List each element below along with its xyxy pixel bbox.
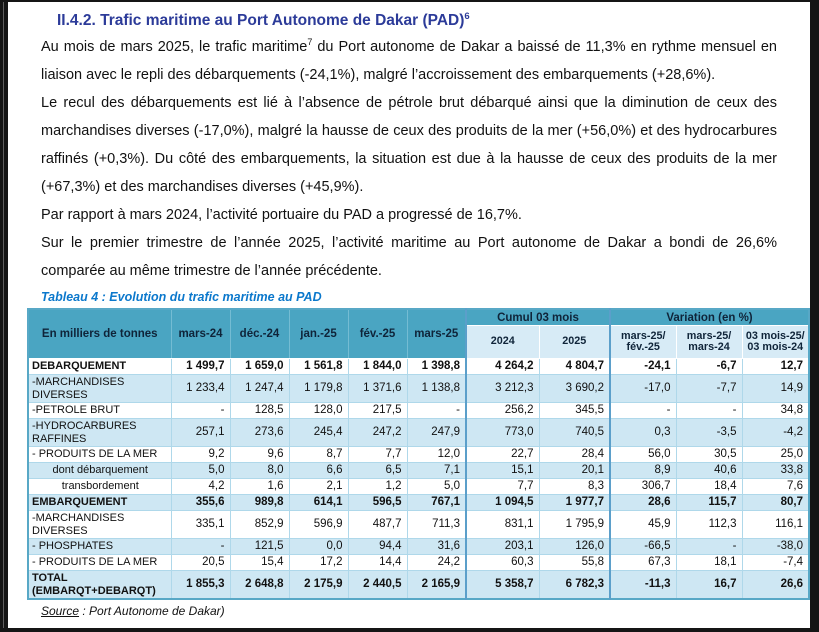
table-cell: 40,6 xyxy=(676,463,742,479)
table-cell: 8,3 xyxy=(539,479,610,495)
table-cell: 1,6 xyxy=(230,479,289,495)
header-variation-col-1: mars-25/ mars-24 xyxy=(676,326,742,359)
paragraph-1-lead: Au mois de mars 2025, le trafic maritime xyxy=(41,39,308,56)
source-note xyxy=(41,604,777,618)
header-variation-col-0: mars-25/ fév.-25 xyxy=(610,326,676,359)
table-cell: 5,0 xyxy=(171,463,230,479)
paragraph-1 xyxy=(41,33,777,89)
table-cell: 2,1 xyxy=(289,479,348,495)
table-cell: 1 398,8 xyxy=(407,359,466,375)
table-cell: 18,4 xyxy=(676,479,742,495)
paragraph-3: Par rapport à mars 2024, l’activité portuaire du PAD a progressé de 16,7%. xyxy=(41,207,522,224)
header-cumul-year-0: 2024 xyxy=(466,326,539,359)
table-cell: 24,2 xyxy=(407,555,466,571)
table-cell: 4,2 xyxy=(171,479,230,495)
table-row xyxy=(28,375,809,403)
table-cell: -24,1 xyxy=(610,359,676,375)
table-cell: -7,4 xyxy=(742,555,809,571)
table-cell: 1 094,5 xyxy=(466,495,539,511)
table-cell: 7,6 xyxy=(742,479,809,495)
table-cell: 273,6 xyxy=(230,419,289,447)
header-variation-group: Variation (en %) xyxy=(610,309,809,326)
table-cell: 60,3 xyxy=(466,555,539,571)
table-cell: 128,5 xyxy=(230,403,289,419)
source-label: Source xyxy=(41,604,80,619)
table-cell: 30,5 xyxy=(676,447,742,463)
table-cell: 596,5 xyxy=(348,495,407,511)
table-cell: -38,0 xyxy=(742,539,809,555)
table-cell: 56,0 xyxy=(610,447,676,463)
maritime-traffic-table xyxy=(27,308,810,600)
table-cell: 94,4 xyxy=(348,539,407,555)
row-label: - PRODUITS DE LA MER xyxy=(28,555,171,571)
table-cell: - xyxy=(407,403,466,419)
table-cell: 31,6 xyxy=(407,539,466,555)
table-cell: 18,1 xyxy=(676,555,742,571)
row-label: -MARCHANDISES DIVERSES xyxy=(28,511,171,539)
table-cell: 33,8 xyxy=(742,463,809,479)
table-cell: 55,8 xyxy=(539,555,610,571)
table-row xyxy=(28,463,809,479)
table-cell: 6 782,3 xyxy=(539,571,610,600)
table-row xyxy=(28,359,809,375)
table-cell: - xyxy=(171,539,230,555)
table-cell: 1,2 xyxy=(348,479,407,495)
table-cell: 1 561,8 xyxy=(289,359,348,375)
table-cell: 247,9 xyxy=(407,419,466,447)
table-row xyxy=(28,555,809,571)
table-cell: 217,5 xyxy=(348,403,407,419)
table-cell: 12,0 xyxy=(407,447,466,463)
row-label: transbordement xyxy=(28,479,171,495)
table-cell: 28,6 xyxy=(610,495,676,511)
row-label: dont débarquement xyxy=(28,463,171,479)
page-edge-left xyxy=(0,0,8,632)
table-cell: 112,3 xyxy=(676,511,742,539)
table-cell: 115,7 xyxy=(676,495,742,511)
table-cell: 1 659,0 xyxy=(230,359,289,375)
table-cell: 15,4 xyxy=(230,555,289,571)
table-cell: 9,6 xyxy=(230,447,289,463)
table-cell: 14,9 xyxy=(742,375,809,403)
header-cumul-group: Cumul 03 mois xyxy=(466,309,610,326)
table-cell: 1 138,8 xyxy=(407,375,466,403)
table-cell: 0,3 xyxy=(610,419,676,447)
table-row xyxy=(28,419,809,447)
section-title xyxy=(57,11,777,30)
table-row xyxy=(28,447,809,463)
row-label: -PETROLE BRUT xyxy=(28,403,171,419)
table-row xyxy=(28,403,809,419)
table-row xyxy=(28,495,809,511)
table-cell: 355,6 xyxy=(171,495,230,511)
header-month-4: mars-25 xyxy=(407,309,466,359)
table-cell: 6,5 xyxy=(348,463,407,479)
table-cell: 80,7 xyxy=(742,495,809,511)
table-cell: 1 179,8 xyxy=(289,375,348,403)
paragraph-1-rest: du Port autonome de Dakar a baissé de 11,3% en rythme mensuel en liaison avec le repli des débarquements (-24,1%), malgré l’accroissement des embarquements (+28,6%). xyxy=(41,39,777,84)
table-cell: 26,6 xyxy=(742,571,809,600)
source-text: : Port Autonome de Dakar) xyxy=(79,604,225,619)
table-cell: 2 440,5 xyxy=(348,571,407,600)
header-month-0: mars-24 xyxy=(171,309,230,359)
table-cell: -66,5 xyxy=(610,539,676,555)
table-cell: 852,9 xyxy=(230,511,289,539)
page-edge-right xyxy=(810,0,819,632)
table-cell: 596,9 xyxy=(289,511,348,539)
paragraph-2: Le recul des débarquements est lié à l’absence de pétrole brut débarqué ainsi que la diminution de ceux des marchandises diverses (-17,0%), malgré la hausse de ceux des produits de la mer (+56,0%) et des hydrocarbures raffinés (+0,3%). Du côté des embarquements, la situation est due à la hausse de ceux des produits de la mer (+67,3%) et des marchandises diverses (+45,9%). xyxy=(41,95,777,196)
table-cell: 128,0 xyxy=(289,403,348,419)
table-cell: 17,2 xyxy=(289,555,348,571)
table-cell: 5,0 xyxy=(407,479,466,495)
header-unit-label: En milliers de tonnes xyxy=(28,309,171,359)
table-cell: 1 855,3 xyxy=(171,571,230,600)
table-cell: 614,1 xyxy=(289,495,348,511)
section-title-text: II.4.2. Trafic maritime au Port Autonome de Dakar (PAD) xyxy=(57,12,465,30)
table-cell: 25,0 xyxy=(742,447,809,463)
table-cell: 335,1 xyxy=(171,511,230,539)
table-cell: 3 212,3 xyxy=(466,375,539,403)
table-cell: -4,2 xyxy=(742,419,809,447)
page-edge-top xyxy=(0,0,819,2)
table-cell: 203,1 xyxy=(466,539,539,555)
table-row xyxy=(28,539,809,555)
table-cell: 740,5 xyxy=(539,419,610,447)
table-cell: 256,2 xyxy=(466,403,539,419)
table-cell: 1 844,0 xyxy=(348,359,407,375)
table-cell: 245,4 xyxy=(289,419,348,447)
footnote-marker-7: 7 xyxy=(307,37,313,48)
row-label: -HYDROCARBURES RAFFINES xyxy=(28,419,171,447)
table-cell: 1 247,4 xyxy=(230,375,289,403)
table-cell: 20,5 xyxy=(171,555,230,571)
table-cell: 20,1 xyxy=(539,463,610,479)
row-label: DEBARQUEMENT xyxy=(28,359,171,375)
table-cell: 8,0 xyxy=(230,463,289,479)
table-cell: 711,3 xyxy=(407,511,466,539)
table-cell: 12,7 xyxy=(742,359,809,375)
page-content xyxy=(8,2,810,618)
table-cell: 9,2 xyxy=(171,447,230,463)
table-cell: 4 804,7 xyxy=(539,359,610,375)
table-cell: 14,4 xyxy=(348,555,407,571)
table-caption: Tableau 4 : Evolution du trafic maritime au PAD xyxy=(41,290,322,305)
table-cell: 126,0 xyxy=(539,539,610,555)
table-cell: 22,7 xyxy=(466,447,539,463)
table-cell: 2 648,8 xyxy=(230,571,289,600)
table-cell: -3,5 xyxy=(676,419,742,447)
table-cell: 1 499,7 xyxy=(171,359,230,375)
table-cell: 3 690,2 xyxy=(539,375,610,403)
table-cell: 16,7 xyxy=(676,571,742,600)
table-cell: 1 233,4 xyxy=(171,375,230,403)
table-cell: -6,7 xyxy=(676,359,742,375)
table-cell: 67,3 xyxy=(610,555,676,571)
table-cell: 767,1 xyxy=(407,495,466,511)
table-cell: 0,0 xyxy=(289,539,348,555)
header-month-3: fév.-25 xyxy=(348,309,407,359)
table-cell: - xyxy=(676,539,742,555)
table-cell: 247,2 xyxy=(348,419,407,447)
table-cell: 7,1 xyxy=(407,463,466,479)
table-cell: 2 175,9 xyxy=(289,571,348,600)
table-cell: 15,1 xyxy=(466,463,539,479)
row-label: - PHOSPHATES xyxy=(28,539,171,555)
table-cell: 34,8 xyxy=(742,403,809,419)
table-cell: 306,7 xyxy=(610,479,676,495)
table-cell: 2 165,9 xyxy=(407,571,466,600)
header-month-2: jan.-25 xyxy=(289,309,348,359)
table-cell: 831,1 xyxy=(466,511,539,539)
table-cell: -17,0 xyxy=(610,375,676,403)
table-cell: -11,3 xyxy=(610,571,676,600)
table-cell: 345,5 xyxy=(539,403,610,419)
table-body xyxy=(28,359,809,600)
table-cell: 257,1 xyxy=(171,419,230,447)
paragraph-4: Sur le premier trimestre de l’année 2025, l’activité maritime au Port autonome de Dakar a bondi de 26,6% comparée au même trimestre de l’année précédente. xyxy=(41,235,777,280)
header-month-1: déc.-24 xyxy=(230,309,289,359)
table-row xyxy=(28,571,809,600)
table-cell: - xyxy=(171,403,230,419)
header-variation-col-2: 03 mois-25/ 03 mois-24 xyxy=(742,326,809,359)
table-cell: 6,6 xyxy=(289,463,348,479)
row-label: - PRODUITS DE LA MER xyxy=(28,447,171,463)
row-label: -MARCHANDISES DIVERSES xyxy=(28,375,171,403)
table-cell: 773,0 xyxy=(466,419,539,447)
table-cell: 8,9 xyxy=(610,463,676,479)
table-cell: - xyxy=(610,403,676,419)
table-cell: 7,7 xyxy=(348,447,407,463)
table-cell: 5 358,7 xyxy=(466,571,539,600)
table-cell: -7,7 xyxy=(676,375,742,403)
row-label: EMBARQUEMENT xyxy=(28,495,171,511)
table-cell: 116,1 xyxy=(742,511,809,539)
table-cell: 45,9 xyxy=(610,511,676,539)
page-edge-bottom xyxy=(0,628,819,632)
footnote-marker-6: 6 xyxy=(464,11,470,22)
table-row xyxy=(28,479,809,495)
table-cell: 28,4 xyxy=(539,447,610,463)
table-cell: 487,7 xyxy=(348,511,407,539)
table-row xyxy=(28,511,809,539)
row-label: TOTAL (EMBARQT+DEBARQT) xyxy=(28,571,171,600)
table-cell: 4 264,2 xyxy=(466,359,539,375)
table-cell: 7,7 xyxy=(466,479,539,495)
table-cell: 1 371,6 xyxy=(348,375,407,403)
table-cell: - xyxy=(676,403,742,419)
table-cell: 1 977,7 xyxy=(539,495,610,511)
header-cumul-year-1: 2025 xyxy=(539,326,610,359)
table-header xyxy=(28,309,809,359)
table-cell: 1 795,9 xyxy=(539,511,610,539)
table-cell: 8,7 xyxy=(289,447,348,463)
table-cell: 121,5 xyxy=(230,539,289,555)
table-cell: 989,8 xyxy=(230,495,289,511)
